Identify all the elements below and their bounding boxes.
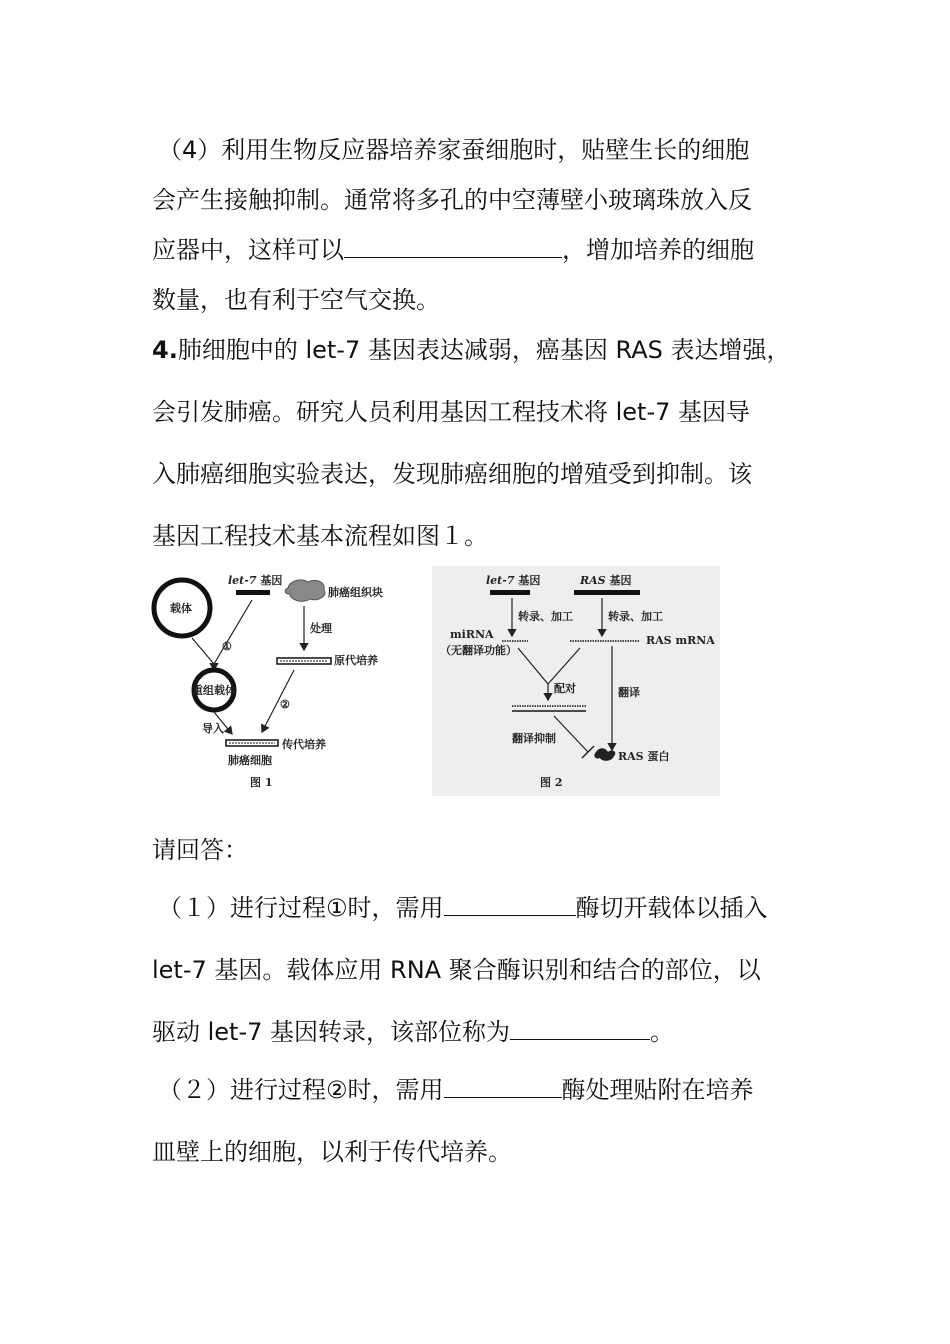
q2-line1-before: （２）进行过程②时，需用 xyxy=(158,1076,444,1104)
q2-line1-after: 酶处理贴附在培养 xyxy=(561,1076,754,1104)
fig1-caption: 图 1 xyxy=(250,776,273,789)
primary-label: 原代培养 xyxy=(334,654,378,667)
fig2-let7-label xyxy=(486,573,540,587)
para4-line3-after: ，增加培养的细胞 xyxy=(562,236,754,264)
vector-label: 载体 xyxy=(170,602,192,615)
fig2-let7-italic: let-7 xyxy=(486,574,515,587)
recombinant-label: 重组载体 xyxy=(192,684,236,697)
figure2 xyxy=(440,573,715,789)
q1-line3-before: 驱动 let-7 基因转录，该部位称为 xyxy=(152,1018,511,1046)
q2-line1 xyxy=(158,1075,754,1105)
para4-line2: 会产生接触抑制。通常将多孔的中空薄壁小玻璃珠放入反 xyxy=(152,186,752,214)
answer-blank-q2[interactable] xyxy=(444,1075,562,1098)
translate-label: 翻译 xyxy=(618,686,640,699)
answer-blank-q1a[interactable] xyxy=(444,893,576,916)
q4-line1 xyxy=(152,335,790,365)
step1-label: ① xyxy=(222,640,232,653)
fig2-ras-bar xyxy=(574,590,640,595)
figures-svg xyxy=(150,566,720,796)
answer-blank-4[interactable] xyxy=(344,235,562,258)
import-label: 导入 xyxy=(202,722,224,735)
fig1-gene-suffix: 基因 xyxy=(256,574,283,587)
fig2-let7-suffix: 基因 xyxy=(514,574,541,587)
fig2-caption: 图 2 xyxy=(540,776,563,789)
q4-line2: 会引发肺癌。研究人员利用基因工程技术将 let-7 基因导 xyxy=(152,398,751,426)
ras-mrna-label: RAS mRNA xyxy=(646,634,715,647)
answer-intro: 请回答： xyxy=(152,836,248,864)
pairing-label: 配对 xyxy=(554,682,576,695)
q1-line1-after: 酶切开载体以插入 xyxy=(575,894,768,922)
pair-right xyxy=(548,648,580,684)
q4-line1-text: 肺细胞中的 let-7 基因表达减弱，癌基因 RAS 表达增强， xyxy=(177,336,791,364)
q1-line3 xyxy=(152,1017,674,1047)
transcribe2-label: 转录、加工 xyxy=(608,610,663,623)
mirna-label: miRNA xyxy=(450,628,494,641)
para4-line3-before: 应器中，这样可以 xyxy=(152,236,344,264)
answer-blank-q1b[interactable] xyxy=(510,1017,650,1040)
q4-line3: 入肺癌细胞实验表达，发现肺癌细胞的增殖受到抑制。该 xyxy=(152,460,752,488)
mirna-note: （无翻译功能） xyxy=(440,644,517,657)
fig1-gene-italic: let-7 xyxy=(228,574,257,587)
join-right xyxy=(214,600,252,664)
q1-line3-after: 。 xyxy=(650,1018,675,1046)
q1-line1-before: （１）进行过程①时，需用 xyxy=(158,894,444,922)
cells-label: 肺癌细胞 xyxy=(228,754,272,767)
figure-area xyxy=(150,566,720,796)
para4-line4: 数量，也有利于空气交换。 xyxy=(152,286,440,314)
step2-label: ② xyxy=(280,698,290,711)
inhibit-label: 翻译抑制 xyxy=(512,732,556,745)
inhibit-line xyxy=(554,716,588,752)
tissue-label: 肺癌组织块 xyxy=(328,586,383,599)
fig2-ras-italic: RAS xyxy=(580,574,606,587)
fig2-let7-bar xyxy=(490,590,530,595)
q2-line2: 皿壁上的细胞，以利于传代培养。 xyxy=(152,1138,512,1166)
process-label: 处理 xyxy=(310,622,332,635)
question-number: 4. xyxy=(152,336,178,364)
ras-protein-label: RAS 蛋白 xyxy=(618,750,670,763)
fig2-ras-label xyxy=(579,573,631,587)
tissue-blob-shape xyxy=(285,580,325,601)
fig1-gene-label xyxy=(228,573,282,587)
q4-line4: 基因工程技术基本流程如图１。 xyxy=(152,522,488,550)
join-left xyxy=(192,638,214,664)
let7-gene-bar xyxy=(236,590,270,595)
subculture-label: 传代培养 xyxy=(282,738,326,751)
fig2-ras-suffix: 基因 xyxy=(605,574,632,587)
q1-line1 xyxy=(158,893,768,923)
q1-line2: let-7 基因。载体应用 RNA 聚合酶识别和结合的部位，以 xyxy=(152,956,761,984)
pair-left xyxy=(518,648,548,684)
ras-protein-shape xyxy=(594,748,615,761)
para4-line1: （4）利用生物反应器培养家蚕细胞时，贴壁生长的细胞 xyxy=(158,136,750,164)
figure1 xyxy=(154,573,383,789)
para4-line3 xyxy=(152,235,754,265)
transcribe1-label: 转录、加工 xyxy=(518,610,573,623)
